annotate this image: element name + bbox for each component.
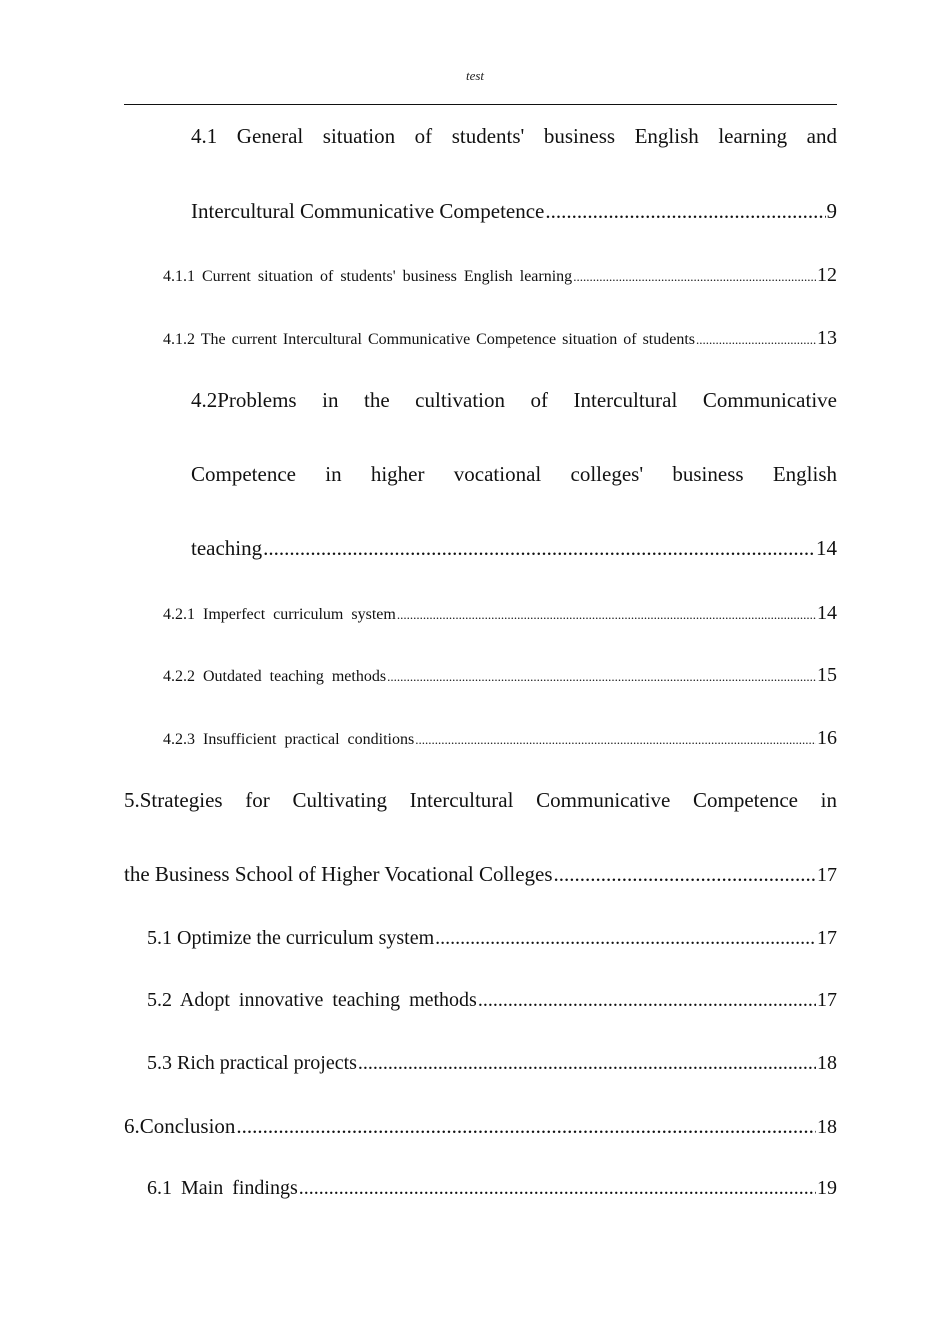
toc-page-number: 18 (817, 1052, 837, 1074)
toc-entry-title: 5.3 Rich practical projects (147, 1052, 357, 1074)
toc-entry-title: 5.2 Adopt innovative teaching methods (147, 989, 477, 1011)
dot-leader (478, 989, 816, 1012)
toc-entry-4-2-2[interactable] (163, 664, 837, 687)
toc-entry-4-2-line1[interactable]: 4.2Problems in the cultivation of Intercultural Communicative (191, 388, 837, 412)
toc-entry-title: 4.2.2 Outdated teaching methods (163, 668, 387, 685)
toc-page-number: 9 (826, 199, 837, 223)
dot-leader (415, 732, 816, 748)
toc-page-number: 14 (816, 536, 837, 560)
toc-entry-title: Intercultural Communicative Competence (191, 199, 545, 223)
toc-entry-title: 6.1 Main findings (147, 1177, 298, 1199)
toc-page-number: 12 (817, 264, 837, 286)
dot-leader (573, 269, 816, 285)
dot-leader (554, 862, 816, 887)
toc-entry-4-2-1[interactable] (163, 602, 837, 625)
toc-entry-title: 4.1.2 The current Intercultural Communicative Competence situation of students (163, 331, 696, 348)
toc-entry-6[interactable] (124, 1114, 837, 1139)
toc-page-number: 18 (817, 1116, 837, 1138)
toc-entry-title: teaching (191, 536, 263, 560)
toc-entry-title: 4.2.1 Imperfect curriculum system (163, 606, 396, 623)
toc-entry-4-1-line1[interactable]: 4.1 General situation of students' business English learning and (191, 124, 837, 148)
header-rule (124, 104, 837, 105)
toc-entry-4-2-3[interactable] (163, 727, 837, 750)
toc-entry-4-2-line2[interactable]: Competence in higher vocational colleges' business English (191, 462, 837, 486)
toc-entry-4-1-2[interactable] (163, 327, 837, 350)
toc-page-number: 16 (817, 727, 837, 749)
dot-leader (299, 1177, 816, 1200)
toc-page-number: 19 (817, 1177, 837, 1199)
dot-leader (263, 536, 815, 561)
toc-page-number: 15 (817, 664, 837, 686)
toc-entry-6-1[interactable] (147, 1177, 837, 1200)
dot-leader (236, 1114, 816, 1139)
toc-page-number: 17 (817, 989, 837, 1011)
toc-entry-5-1[interactable] (147, 927, 837, 950)
toc-page-number: 17 (817, 864, 837, 886)
dot-leader (696, 332, 816, 348)
toc-entry-5[interactable] (124, 862, 837, 887)
toc-entry-title: 6.Conclusion (124, 1114, 236, 1138)
dot-leader (435, 927, 816, 950)
toc-page-number: 14 (817, 602, 837, 624)
toc-entry-5-3[interactable] (147, 1052, 837, 1075)
toc-entry-4-1[interactable] (191, 199, 837, 224)
toc-entry-title: 4.1.1 Current situation of students' business English learning (163, 268, 573, 285)
toc-page-number: 17 (817, 927, 837, 949)
dot-leader (387, 669, 816, 685)
toc-entry-title: the Business School of Higher Vocational Colleges (124, 862, 553, 886)
toc-entry-5-line1[interactable]: 5.Strategies for Cultivating Intercultural Communicative Competence in (124, 788, 837, 812)
toc-entry-4-1-1[interactable] (163, 264, 837, 287)
toc-entry-title: 5.1 Optimize the curriculum system (147, 927, 435, 949)
dot-leader (358, 1052, 816, 1075)
toc-entry-title: 4.2.3 Insufficient practical conditions (163, 731, 415, 748)
dot-leader (545, 199, 825, 224)
running-header: test (465, 68, 485, 83)
toc-entry-5-2[interactable] (147, 989, 837, 1012)
toc-entry-4-2[interactable] (191, 536, 837, 561)
toc-page-number: 13 (817, 327, 837, 349)
dot-leader (397, 607, 816, 623)
